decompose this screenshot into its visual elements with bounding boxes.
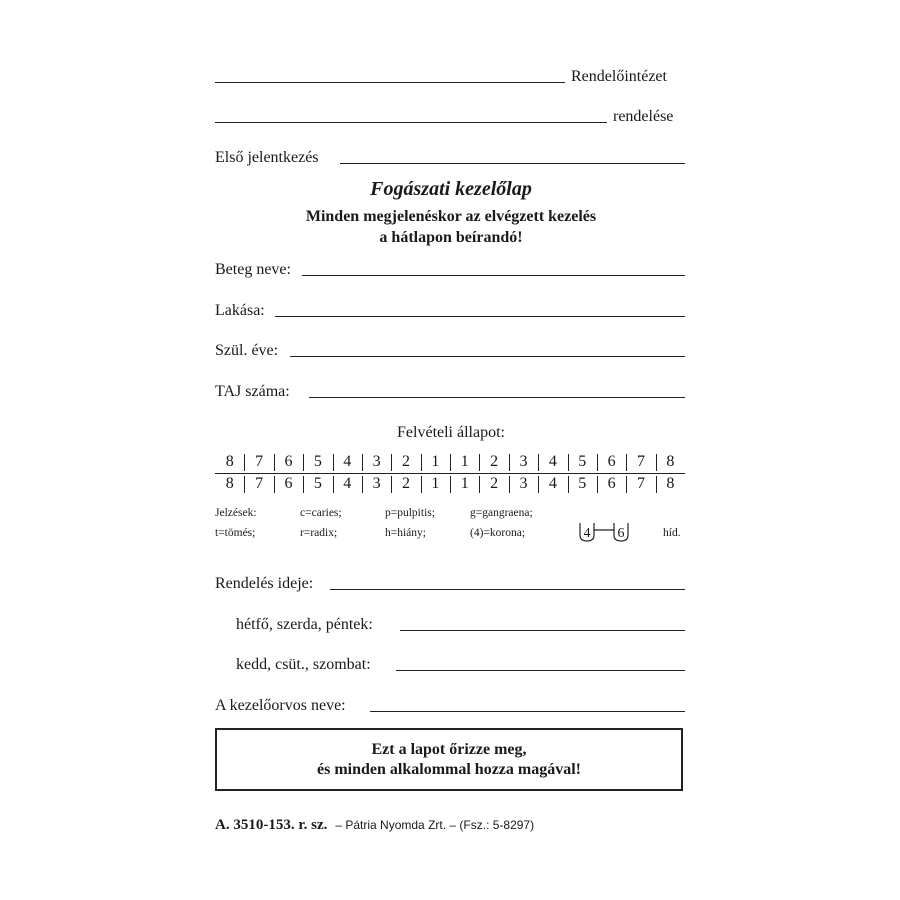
lakasa-field-line[interactable] [275, 316, 685, 317]
upper-tooth: 2 [401, 453, 410, 470]
upper-separator [244, 454, 245, 471]
upper-separator [479, 454, 480, 471]
lower-tooth: 1 [460, 475, 469, 492]
legend-jelzesek: Jelzések: [215, 507, 257, 519]
lower-tooth: 1 [431, 475, 440, 492]
upper-tooth: 1 [460, 453, 469, 470]
upper-separator [274, 454, 275, 471]
lower-tooth: 8 [225, 475, 234, 492]
bridge-symbol-graphic [576, 521, 632, 543]
kezeloorvos-neve-field-line[interactable] [370, 711, 685, 712]
rendelese-field-line[interactable] [215, 122, 607, 123]
upper-tooth: 4 [548, 453, 557, 470]
lower-tooth: 5 [578, 475, 587, 492]
upper-separator [333, 454, 334, 471]
beteg-neve-label: Beteg neve: [215, 261, 291, 278]
upper-separator [656, 454, 657, 471]
legend-pulpitis: p=pulpitis; [385, 507, 435, 519]
upper-separator [597, 454, 598, 471]
dental-chart-midline [215, 473, 685, 474]
lower-separator [333, 476, 334, 493]
lower-separator [274, 476, 275, 493]
elso-jelentkezes-label: Első jelentkezés [215, 149, 319, 166]
kezeloorvos-neve-label: A kezelőorvos neve: [215, 697, 346, 714]
elso-jelentkezes-field-line[interactable] [340, 163, 685, 164]
legend-caries: c=caries; [300, 507, 342, 519]
legend-tomes: t=tömés; [215, 527, 256, 539]
upper-tooth: 1 [431, 453, 440, 470]
legend-hid: híd. [663, 527, 681, 539]
rendeles-ideje-field-line[interactable] [330, 589, 685, 590]
lower-separator [244, 476, 245, 493]
upper-separator [450, 454, 451, 471]
lower-tooth: 3 [519, 475, 528, 492]
rendeles-ideje-label: Rendelés ideje: [215, 575, 314, 592]
lower-tooth: 2 [490, 475, 499, 492]
hetfo-szerda-pentek-field-line[interactable] [400, 630, 685, 631]
lower-separator [509, 476, 510, 493]
kedd-csut-szombat-label: kedd, csüt., szombat: [236, 656, 371, 673]
upper-tooth: 8 [225, 453, 234, 470]
kedd-csut-szombat-field-line[interactable] [396, 670, 685, 671]
upper-tooth: 3 [372, 453, 381, 470]
upper-separator [362, 454, 363, 471]
rendelese-label: rendelése [613, 108, 674, 125]
rendelointezet-field-line[interactable] [215, 82, 565, 83]
upper-tooth: 6 [607, 453, 616, 470]
lower-tooth: 7 [636, 475, 645, 492]
upper-separator [303, 454, 304, 471]
upper-separator [568, 454, 569, 471]
upper-separator [538, 454, 539, 471]
lower-separator [538, 476, 539, 493]
dental-chart [215, 452, 685, 496]
lakasa-label: Lakása: [215, 302, 265, 319]
notice-line1: Ezt a lapot őrizze meg, [371, 741, 527, 758]
lower-tooth: 6 [284, 475, 293, 492]
legend-radix: r=radix; [300, 527, 338, 539]
upper-tooth: 4 [343, 453, 352, 470]
felveteli-allapot-heading: Felvételi állapot: [397, 424, 505, 441]
form-title: Fogászati kezelőlap [370, 178, 532, 200]
legend-hiany: h=hiány; [385, 527, 426, 539]
upper-tooth: 8 [666, 453, 675, 470]
lower-separator [626, 476, 627, 493]
lower-separator [656, 476, 657, 493]
lower-separator [362, 476, 363, 493]
upper-separator [626, 454, 627, 471]
upper-separator [509, 454, 510, 471]
upper-tooth: 2 [490, 453, 499, 470]
upper-tooth: 5 [578, 453, 587, 470]
form-subtitle-line1: Minden megjelenéskor az elvégzett kezelés [305, 208, 597, 225]
lower-tooth: 6 [607, 475, 616, 492]
lower-separator [303, 476, 304, 493]
lower-tooth: 3 [372, 475, 381, 492]
lower-tooth: 8 [666, 475, 675, 492]
printer-info: – Pátria Nyomda Zrt. – (Fsz.: 5-8297) [335, 818, 535, 832]
upper-tooth: 6 [284, 453, 293, 470]
szul-eve-field-line[interactable] [290, 356, 685, 357]
lower-tooth: 7 [255, 475, 264, 492]
rendelointezet-label: Rendelőintézet [571, 68, 667, 85]
upper-tooth: 3 [519, 453, 528, 470]
szul-eve-label: Szül. éve: [215, 342, 279, 359]
taj-szama-field-line[interactable] [309, 397, 685, 398]
taj-szama-label: TAJ száma: [215, 383, 290, 400]
notice-line2: és minden alkalommal hozza magával! [317, 761, 581, 778]
bridge-left-tooth: 4 [583, 526, 591, 541]
bridge-symbol-icon [576, 521, 632, 543]
beteg-neve-field-line[interactable] [302, 275, 685, 276]
lower-separator [479, 476, 480, 493]
form-code: A. 3510-153. r. sz. [215, 817, 328, 833]
legend-korona: (4)=korona; [470, 527, 526, 539]
upper-separator [391, 454, 392, 471]
lower-tooth: 4 [548, 475, 557, 492]
upper-tooth: 5 [313, 453, 322, 470]
lower-separator [597, 476, 598, 493]
notice-box [215, 728, 683, 791]
lower-tooth: 5 [313, 475, 322, 492]
legend-gangraena: g=gangraena; [470, 507, 533, 519]
lower-separator [450, 476, 451, 493]
lower-tooth: 2 [401, 475, 410, 492]
bridge-right-tooth: 6 [617, 526, 625, 541]
upper-tooth: 7 [255, 453, 264, 470]
lower-tooth: 4 [343, 475, 352, 492]
hetfo-szerda-pentek-label: hétfő, szerda, péntek: [236, 616, 373, 633]
lower-separator [568, 476, 569, 493]
lower-separator [421, 476, 422, 493]
lower-separator [391, 476, 392, 493]
upper-tooth: 7 [636, 453, 645, 470]
form-subtitle-line2: a hátlapon beírandó! [379, 229, 523, 246]
footer [215, 816, 534, 834]
upper-separator [421, 454, 422, 471]
